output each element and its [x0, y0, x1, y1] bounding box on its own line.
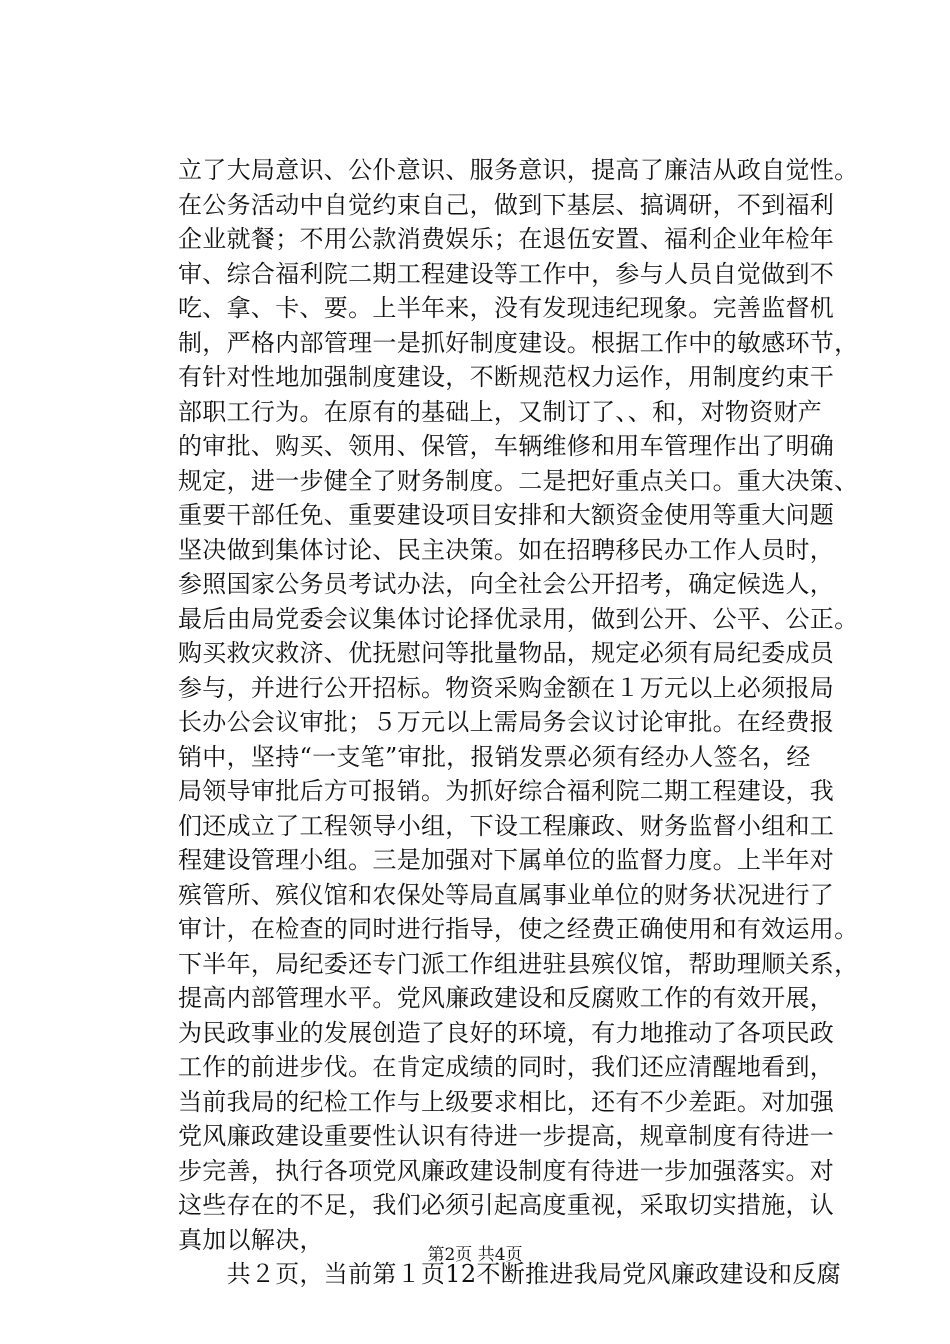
text-line: 长办公会议审批；５万元以上需局务会议讨论审批。在经费报: [178, 708, 835, 736]
text-line: 销中，坚持“一支笔”审批，报销发票必须有经办人签名，经: [178, 742, 811, 771]
page-footer: [0, 1245, 950, 1265]
text-line: 审计，在检查的同时进行指导，使之经费正确使用和有效运用。: [178, 915, 859, 943]
text-line: 们还成立了工程领导小组，下设工程廉政、财务监督小组和工: [178, 811, 835, 840]
text-line: 局领导审批后方可报销。为抓好综合福利院二期工程建设，我: [178, 777, 835, 805]
text-line: 购买救灾救济、优抚慰问等批量物品，规定必须有局纪委成员: [178, 639, 835, 667]
text-line: 党风廉政建设重要性认识有待进一步提高，规章制度有待进一: [178, 1122, 835, 1150]
text-line: 参照国家公务员考试办法，向全社会公开招考，确定候选人，: [178, 570, 835, 598]
page-number-label: 第2页 共4页: [427, 1245, 523, 1265]
text-line: 真加以解决，: [178, 1225, 324, 1254]
text-line: 重要干部任免、重要建设项目安排和大额资金使用等重大问题: [178, 501, 835, 529]
text-line: 规定，进一步健全了财务制度。二是把好重点关口。重大决策、: [178, 466, 859, 495]
text-line: 审、综合福利院二期工程建设等工作中，参与人员自觉做到不: [178, 259, 835, 288]
text-line: 制，严格内部管理一是抓好制度建设。根据工作中的敏感环节，: [178, 328, 859, 357]
text-line: 程建设管理小组。三是加强对下属单位的监督力度。上半年对: [178, 846, 835, 874]
text-line: 参与，并进行公开招标。物资采购金额在１万元以上必须报局: [178, 673, 835, 702]
text-line: 最后由局党委会议集体讨论择优录用，做到公开、公平、公正。: [178, 604, 859, 633]
text-line: 下半年，局纪委还专门派工作组进驻县殡仪馆，帮助理顺关系，: [178, 949, 859, 978]
text-line: 殡管所、殡仪馆和农保处等局直属事业单位的财务状况进行了: [178, 880, 835, 909]
text-line: 为民政事业的发展创造了良好的环境，有力地推动了各项民政: [178, 1018, 835, 1047]
text-line: 部职工行为。在原有的基础上，又制订了、、和，对物资财产: [178, 397, 823, 426]
body-text: [178, 153, 859, 1292]
text-line: 吃、拿、卡、要。上半年来，没有发现违纪现象。完善监督机: [178, 294, 835, 322]
text-line: 提高内部管理水平。党风廉政建设和反腐败工作的有效开展，: [178, 984, 835, 1012]
text-line: 的审批、购买、领用、保管，车辆维修和用车管理作出了明确: [178, 432, 835, 460]
text-line: 这些存在的不足，我们必须引起高度重视，采取切实措施，认: [178, 1191, 835, 1219]
text-line: 步完善，执行各项党风廉政建设制度有待进一步加强落实。对: [178, 1156, 835, 1185]
text-line: 企业就餐；不用公款消费娱乐；在退伍安置、福利企业年检年: [178, 225, 835, 253]
text-line: 共２页，当前第１页12不断推进我局党风廉政建设和反腐: [178, 1260, 841, 1288]
text-line: 工作的前进步伐。在肯定成绩的同时，我们还应清醒地看到，: [178, 1053, 835, 1081]
text-line: 有针对性地加强制度建设，不断规范权力运作，用制度约束干: [178, 363, 835, 391]
text-line: 在公务活动中自觉约束自己，做到下基层、搞调研，不到福利: [178, 190, 835, 219]
text-line: 立了大局意识、公仆意识、服务意识，提高了廉洁从政自觉性。: [178, 156, 859, 184]
text-line: 坚决做到集体讨论、民主决策。如在招聘移民办工作人员时，: [178, 535, 835, 564]
text-line: 当前我局的纪检工作与上级要求相比，还有不少差距。对加强: [178, 1087, 835, 1116]
